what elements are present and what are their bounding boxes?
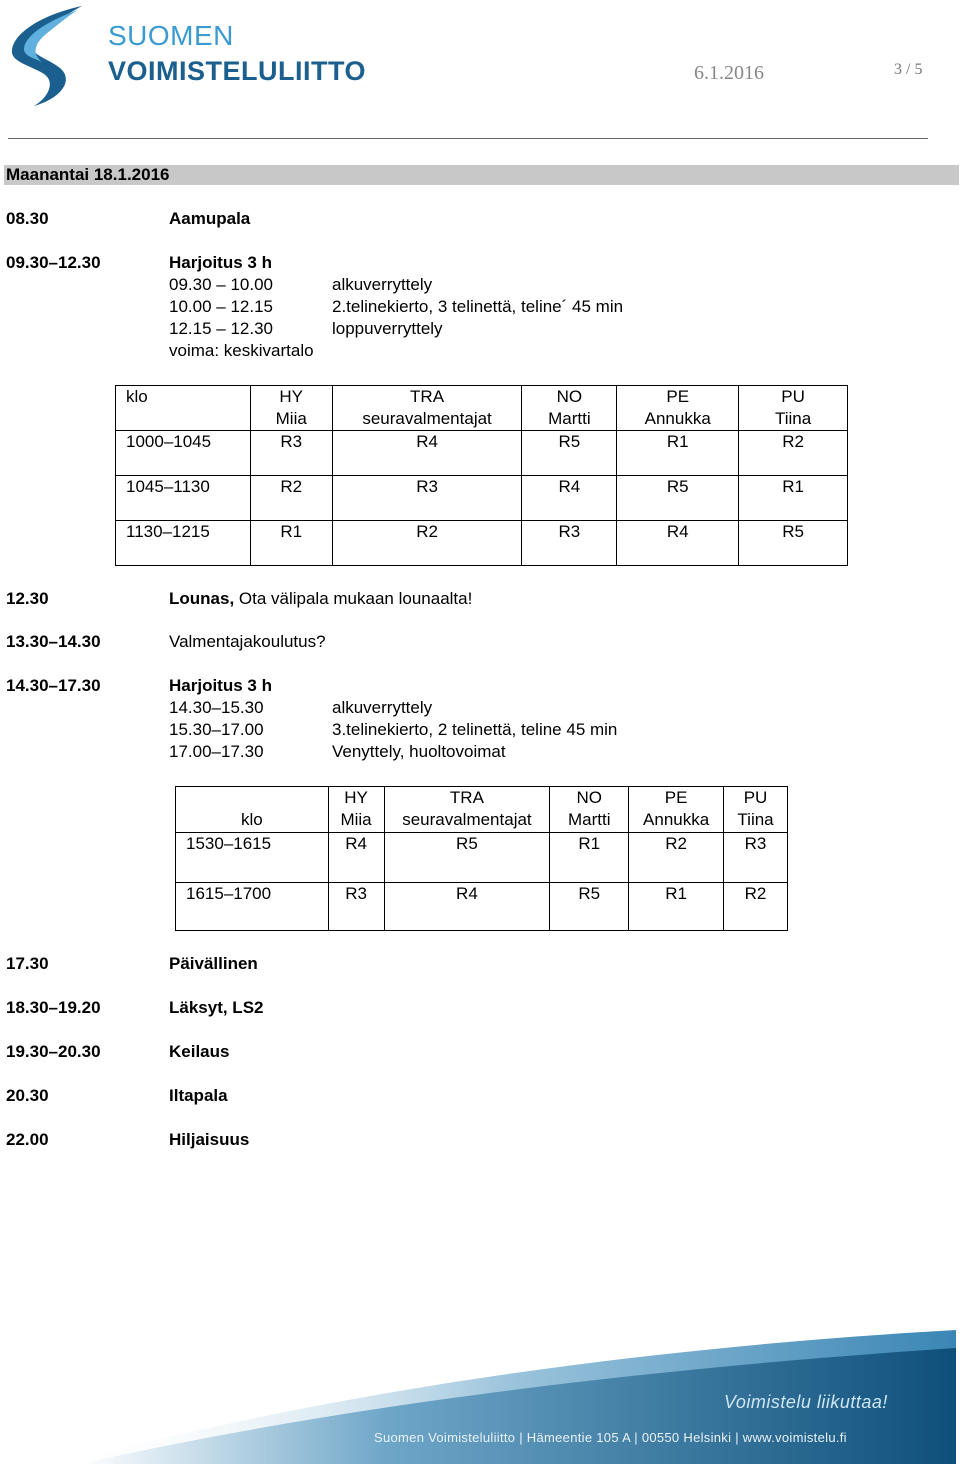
detail-text: Venyttely, huoltovoimat <box>332 742 506 761</box>
table-cell: R1 <box>250 521 332 566</box>
table-cell: 1130–1215 <box>116 521 251 566</box>
rotation-table-morning <box>115 385 848 566</box>
table-header-cell: klo <box>176 787 329 833</box>
table-header-row <box>176 787 788 833</box>
table-row <box>116 521 848 566</box>
schedule-time: 22.00 <box>6 1130 49 1149</box>
schedule-time: 17.30 <box>6 954 49 973</box>
schedule-title: Valmentajakoulutus? <box>169 632 326 651</box>
table-cell: R2 <box>332 521 522 566</box>
footer-slogan: Voimistelu liikuttaa! <box>724 1392 888 1412</box>
schedule-title: Hiljaisuus <box>169 1130 250 1149</box>
detail-text: 2.telinekierto, 3 telinettä, teline´ 45 min <box>332 297 624 316</box>
detail-text: 3.telinekierto, 2 telinettä, teline 45 min <box>332 720 618 739</box>
schedule-time: 12.30 <box>6 589 49 608</box>
table-cell: R1 <box>617 431 739 476</box>
table-cell: R5 <box>384 833 550 883</box>
table-cell: R5 <box>617 476 739 521</box>
schedule-title: Lounas, <box>169 589 235 608</box>
table-cell: 1615–1700 <box>176 883 329 931</box>
table-cell: R4 <box>384 883 550 931</box>
page-number: 3 / 5 <box>894 61 923 78</box>
schedule-title: Aamupala <box>169 209 251 228</box>
table-cell: R2 <box>724 883 788 931</box>
table-cell: R4 <box>328 833 384 883</box>
detail-text: alkuverryttely <box>332 275 433 294</box>
table-cell: R5 <box>522 431 617 476</box>
table-cell: R1 <box>739 476 848 521</box>
table-row <box>176 833 788 883</box>
table-header-cell: PE Annukka <box>617 386 739 431</box>
footer-address: Suomen Voimisteluliitto | Hämeentie 105 A | 00550 Helsinki | www.voimistelu.fi <box>374 1430 847 1445</box>
schedule-title: Keilaus <box>169 1042 230 1061</box>
rotation-table-afternoon <box>175 786 788 931</box>
table-cell: 1530–1615 <box>176 833 329 883</box>
logo-text-line2: VOIMISTELULIITTO <box>108 56 367 86</box>
table-cell: R3 <box>332 476 522 521</box>
lunch-note: Ota välipala mukaan lounaalta! <box>234 589 473 608</box>
detail-time: 09.30 – 10.00 <box>169 275 273 294</box>
schedule-title: Päivällinen <box>169 954 258 973</box>
table-cell: R3 <box>328 883 384 931</box>
header-divider <box>8 138 928 139</box>
detail-time: 12.15 – 12.30 <box>169 319 273 338</box>
table-cell: R3 <box>250 431 332 476</box>
schedule-time: 20.30 <box>6 1086 49 1105</box>
detail-time: 14.30–15.30 <box>169 698 264 717</box>
table-row <box>116 476 848 521</box>
table-cell: R5 <box>550 883 629 931</box>
detail-text: loppuverryttely <box>332 319 443 338</box>
table-header-cell: PU Tiina <box>739 386 848 431</box>
table-header-cell: PU Tiina <box>724 787 788 833</box>
table-header-cell: PE Annukka <box>629 787 724 833</box>
schedule-time: 14.30–17.30 <box>6 676 101 695</box>
schedule-title: Läksyt, LS2 <box>169 998 264 1017</box>
table-cell: R4 <box>332 431 522 476</box>
schedule-time: 08.30 <box>6 209 49 228</box>
table-cell: R3 <box>724 833 788 883</box>
detail-time: 10.00 – 12.15 <box>169 297 273 316</box>
detail-text: alkuverryttely <box>332 698 433 717</box>
schedule-title: Iltapala <box>169 1086 228 1105</box>
schedule-time: 18.30–19.20 <box>6 998 101 1017</box>
table-header-cell: HY Miia <box>250 386 332 431</box>
logo-swoosh-icon <box>4 2 94 110</box>
detail-time: 17.00–17.30 <box>169 742 264 761</box>
schedule-title: Harjoitus 3 h <box>169 253 272 272</box>
detail-time: 15.30–17.00 <box>169 720 264 739</box>
table-cell: R4 <box>522 476 617 521</box>
table-header-cell: NO Martti <box>522 386 617 431</box>
table-cell: R2 <box>629 833 724 883</box>
table-cell: 1000–1045 <box>116 431 251 476</box>
table-row <box>176 883 788 931</box>
lunch-entry <box>169 588 472 610</box>
table-header-cell: klo <box>116 386 251 431</box>
table-cell: R5 <box>739 521 848 566</box>
table-cell: R1 <box>629 883 724 931</box>
table-header-cell: NO Martti <box>550 787 629 833</box>
logo-text-line1: SUOMEN <box>108 20 234 51</box>
table-header-cell: HY Miia <box>328 787 384 833</box>
table-cell: R2 <box>250 476 332 521</box>
schedule-time: 13.30–14.30 <box>6 632 101 651</box>
day-title: Maanantai 18.1.2016 <box>6 165 170 184</box>
table-cell: R3 <box>522 521 617 566</box>
schedule-time: 09.30–12.30 <box>6 253 101 272</box>
schedule-title: Harjoitus 3 h <box>169 676 272 695</box>
table-cell: R1 <box>550 833 629 883</box>
table-cell: 1045–1130 <box>116 476 251 521</box>
table-row <box>116 431 848 476</box>
table-header-cell: TRA seuravalmentajat <box>332 386 522 431</box>
table-header-cell: TRA seuravalmentajat <box>384 787 550 833</box>
table-cell: R2 <box>739 431 848 476</box>
detail-note: voima: keskivartalo <box>169 341 314 360</box>
table-header-row <box>116 386 848 431</box>
schedule-time: 19.30–20.30 <box>6 1042 101 1061</box>
header-date: 6.1.2016 <box>694 62 764 84</box>
table-cell: R4 <box>617 521 739 566</box>
